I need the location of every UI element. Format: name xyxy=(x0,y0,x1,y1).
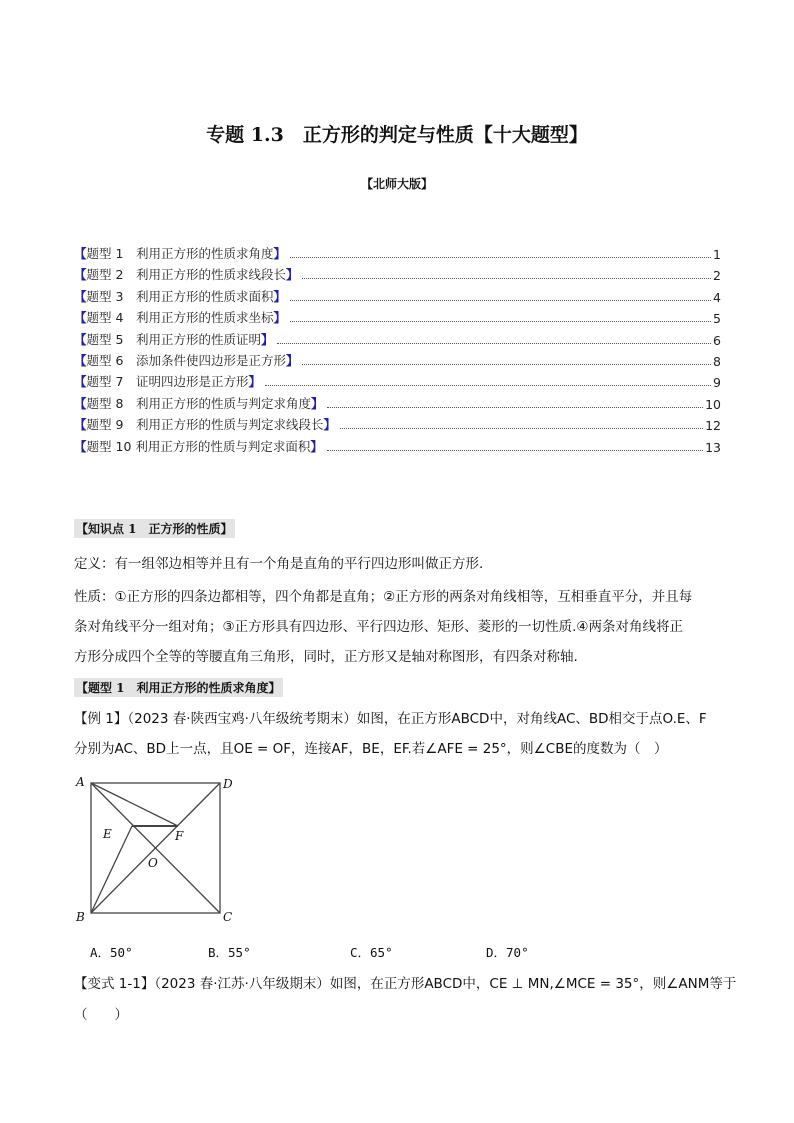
toc-entry-label: 题型 6 添加条件使四边形是正方形 xyxy=(86,353,286,368)
square-figure xyxy=(70,770,240,930)
toc-leader-dots xyxy=(277,343,711,344)
toc-bracket-open: 【 xyxy=(74,395,87,411)
option-d: D．70° xyxy=(486,945,529,960)
toc-bracket-close: 】 xyxy=(248,374,261,390)
toc-leader-dots xyxy=(290,321,711,322)
label-d: D xyxy=(223,777,233,791)
toc-bracket-close: 】 xyxy=(323,417,336,433)
option-b: B．55° xyxy=(208,945,251,960)
variant1-line-2: （ ） xyxy=(74,1007,128,1023)
toc-entry[interactable] xyxy=(74,415,721,433)
toc-bracket-close: 】 xyxy=(285,353,299,368)
toc-entry[interactable] xyxy=(74,308,721,326)
toc-leader-dots xyxy=(290,300,711,301)
toc-page-number: 6 xyxy=(713,332,721,348)
toc-bracket-open: 【 xyxy=(74,331,87,347)
toc-page-number: 9 xyxy=(713,375,721,391)
toc-entry-label: 题型 3 利用正方形的性质求面积 xyxy=(86,288,274,304)
toc-page-number: 13 xyxy=(705,439,721,455)
variant1-line-1: 【变式 1-1】（2023 春·江苏·八年级期末）如图，在正方形ABCD中，CE ⊥ MN,∠MCE = 35°，则∠ANM等于 xyxy=(74,976,737,992)
toc-bracket-open: 【 xyxy=(74,353,87,368)
toc-page-number: 4 xyxy=(713,289,721,305)
toc-bracket-close: 】 xyxy=(310,395,324,411)
page-title: 专题 1.3 正方形的判定与性质【十大题型】 xyxy=(206,124,588,146)
toc-bracket-close: 】 xyxy=(273,288,286,304)
toc-leader-dots xyxy=(265,385,711,386)
toc-entry[interactable] xyxy=(74,437,721,455)
toc-bracket-close: 】 xyxy=(273,246,286,261)
toc-page-number: 12 xyxy=(705,418,721,434)
option-c: C．65° xyxy=(350,945,393,960)
toc-bracket-open: 【 xyxy=(74,417,87,433)
type1-header: 【题型 1 利用正方形的性质求角度】 xyxy=(74,678,283,697)
toc-page-number: 2 xyxy=(713,268,721,284)
toc-entry-label: 题型 1 利用正方形的性质求角度 xyxy=(86,246,274,261)
label-o: O xyxy=(148,856,158,870)
toc-leader-dots xyxy=(327,407,703,408)
toc-bracket-close: 】 xyxy=(285,267,299,283)
toc-entry-label: 题型 8 利用正方形的性质与判定求角度 xyxy=(86,395,311,411)
toc-bracket-open: 【 xyxy=(74,438,87,454)
toc-entry-label: 题型 2 利用正方形的性质求线段长 xyxy=(86,267,286,283)
toc-leader-dots xyxy=(327,450,703,451)
toc-bracket-open: 【 xyxy=(74,374,87,390)
properties-line-2: 条对角线平分一组对角；③正方形具有四边形、平行四边形、矩形、菱形的一切性质.④两条对角线将正 xyxy=(74,619,683,635)
label-b: B xyxy=(76,910,85,924)
toc-leader-dots xyxy=(340,428,703,429)
toc-entry[interactable] xyxy=(74,372,721,390)
toc-bracket-close: 】 xyxy=(273,310,286,326)
label-c: C xyxy=(223,910,233,924)
toc-bracket-open: 【 xyxy=(74,267,87,283)
toc-bracket-close: 】 xyxy=(310,438,323,454)
toc-leader-dots xyxy=(290,257,711,258)
toc-bracket-open: 【 xyxy=(74,310,87,326)
toc-entry[interactable] xyxy=(74,330,721,348)
example1-line-2: 分别为AC、BD上一点，且OE = OF，连接AF，BE，EF.若∠AFE = 25°，则∠CBE的度数为（ ） xyxy=(74,741,668,757)
toc-entry[interactable] xyxy=(74,287,721,305)
option-a: A．50° xyxy=(90,945,133,960)
toc-page-number: 5 xyxy=(713,311,721,327)
label-e: E xyxy=(103,827,112,841)
properties-line-1: 性质：①正方形的四条边都相等，四个角都是直角；②正方形的两条对角线相等，互相垂直平分，并且每 xyxy=(74,589,693,605)
definition-text: 定义：有一组邻边相等并且有一个角是直角的平行四边形叫做正方形. xyxy=(74,556,484,572)
toc-leader-dots xyxy=(302,278,711,279)
toc-entry-label: 题型 7 证明四边形是正方形 xyxy=(86,374,249,390)
example1-line-1: 【例 1】（2023 春·陕西宝鸡·八年级统考期末）如图，在正方形ABCD中，对角线AC、BD相交于点O.E、F xyxy=(74,711,707,727)
toc-entry[interactable] xyxy=(74,394,721,412)
toc-entry-label: 题型 4 利用正方形的性质求坐标 xyxy=(86,310,274,326)
label-f: F xyxy=(175,829,184,843)
toc-entry[interactable] xyxy=(74,244,721,262)
toc-entry-label: 题型 10 利用正方形的性质与判定求面积 xyxy=(86,438,311,454)
toc-page-number: 8 xyxy=(713,354,721,369)
toc-page-number: 1 xyxy=(713,247,721,262)
edition-subtitle: 【北师大版】 xyxy=(360,177,433,191)
toc-entry[interactable] xyxy=(74,265,721,283)
toc-page-number: 10 xyxy=(705,396,721,412)
toc-bracket-open: 【 xyxy=(74,246,87,261)
toc-bracket-open: 【 xyxy=(74,288,87,304)
toc-entry-label: 题型 9 利用正方形的性质与判定求线段长 xyxy=(86,417,324,433)
toc-entry[interactable] xyxy=(74,351,721,369)
properties-line-3: 方形分成四个全等的等腰直角三角形，同时，正方形又是轴对称图形，有四条对称轴. xyxy=(74,649,578,665)
label-a: A xyxy=(76,775,85,789)
toc-bracket-close: 】 xyxy=(260,331,274,347)
toc-leader-dots xyxy=(302,364,711,365)
knowledge-header: 【知识点 1 正方形的性质】 xyxy=(74,519,235,538)
toc-entry-label: 题型 5 利用正方形的性质证明 xyxy=(86,331,261,347)
